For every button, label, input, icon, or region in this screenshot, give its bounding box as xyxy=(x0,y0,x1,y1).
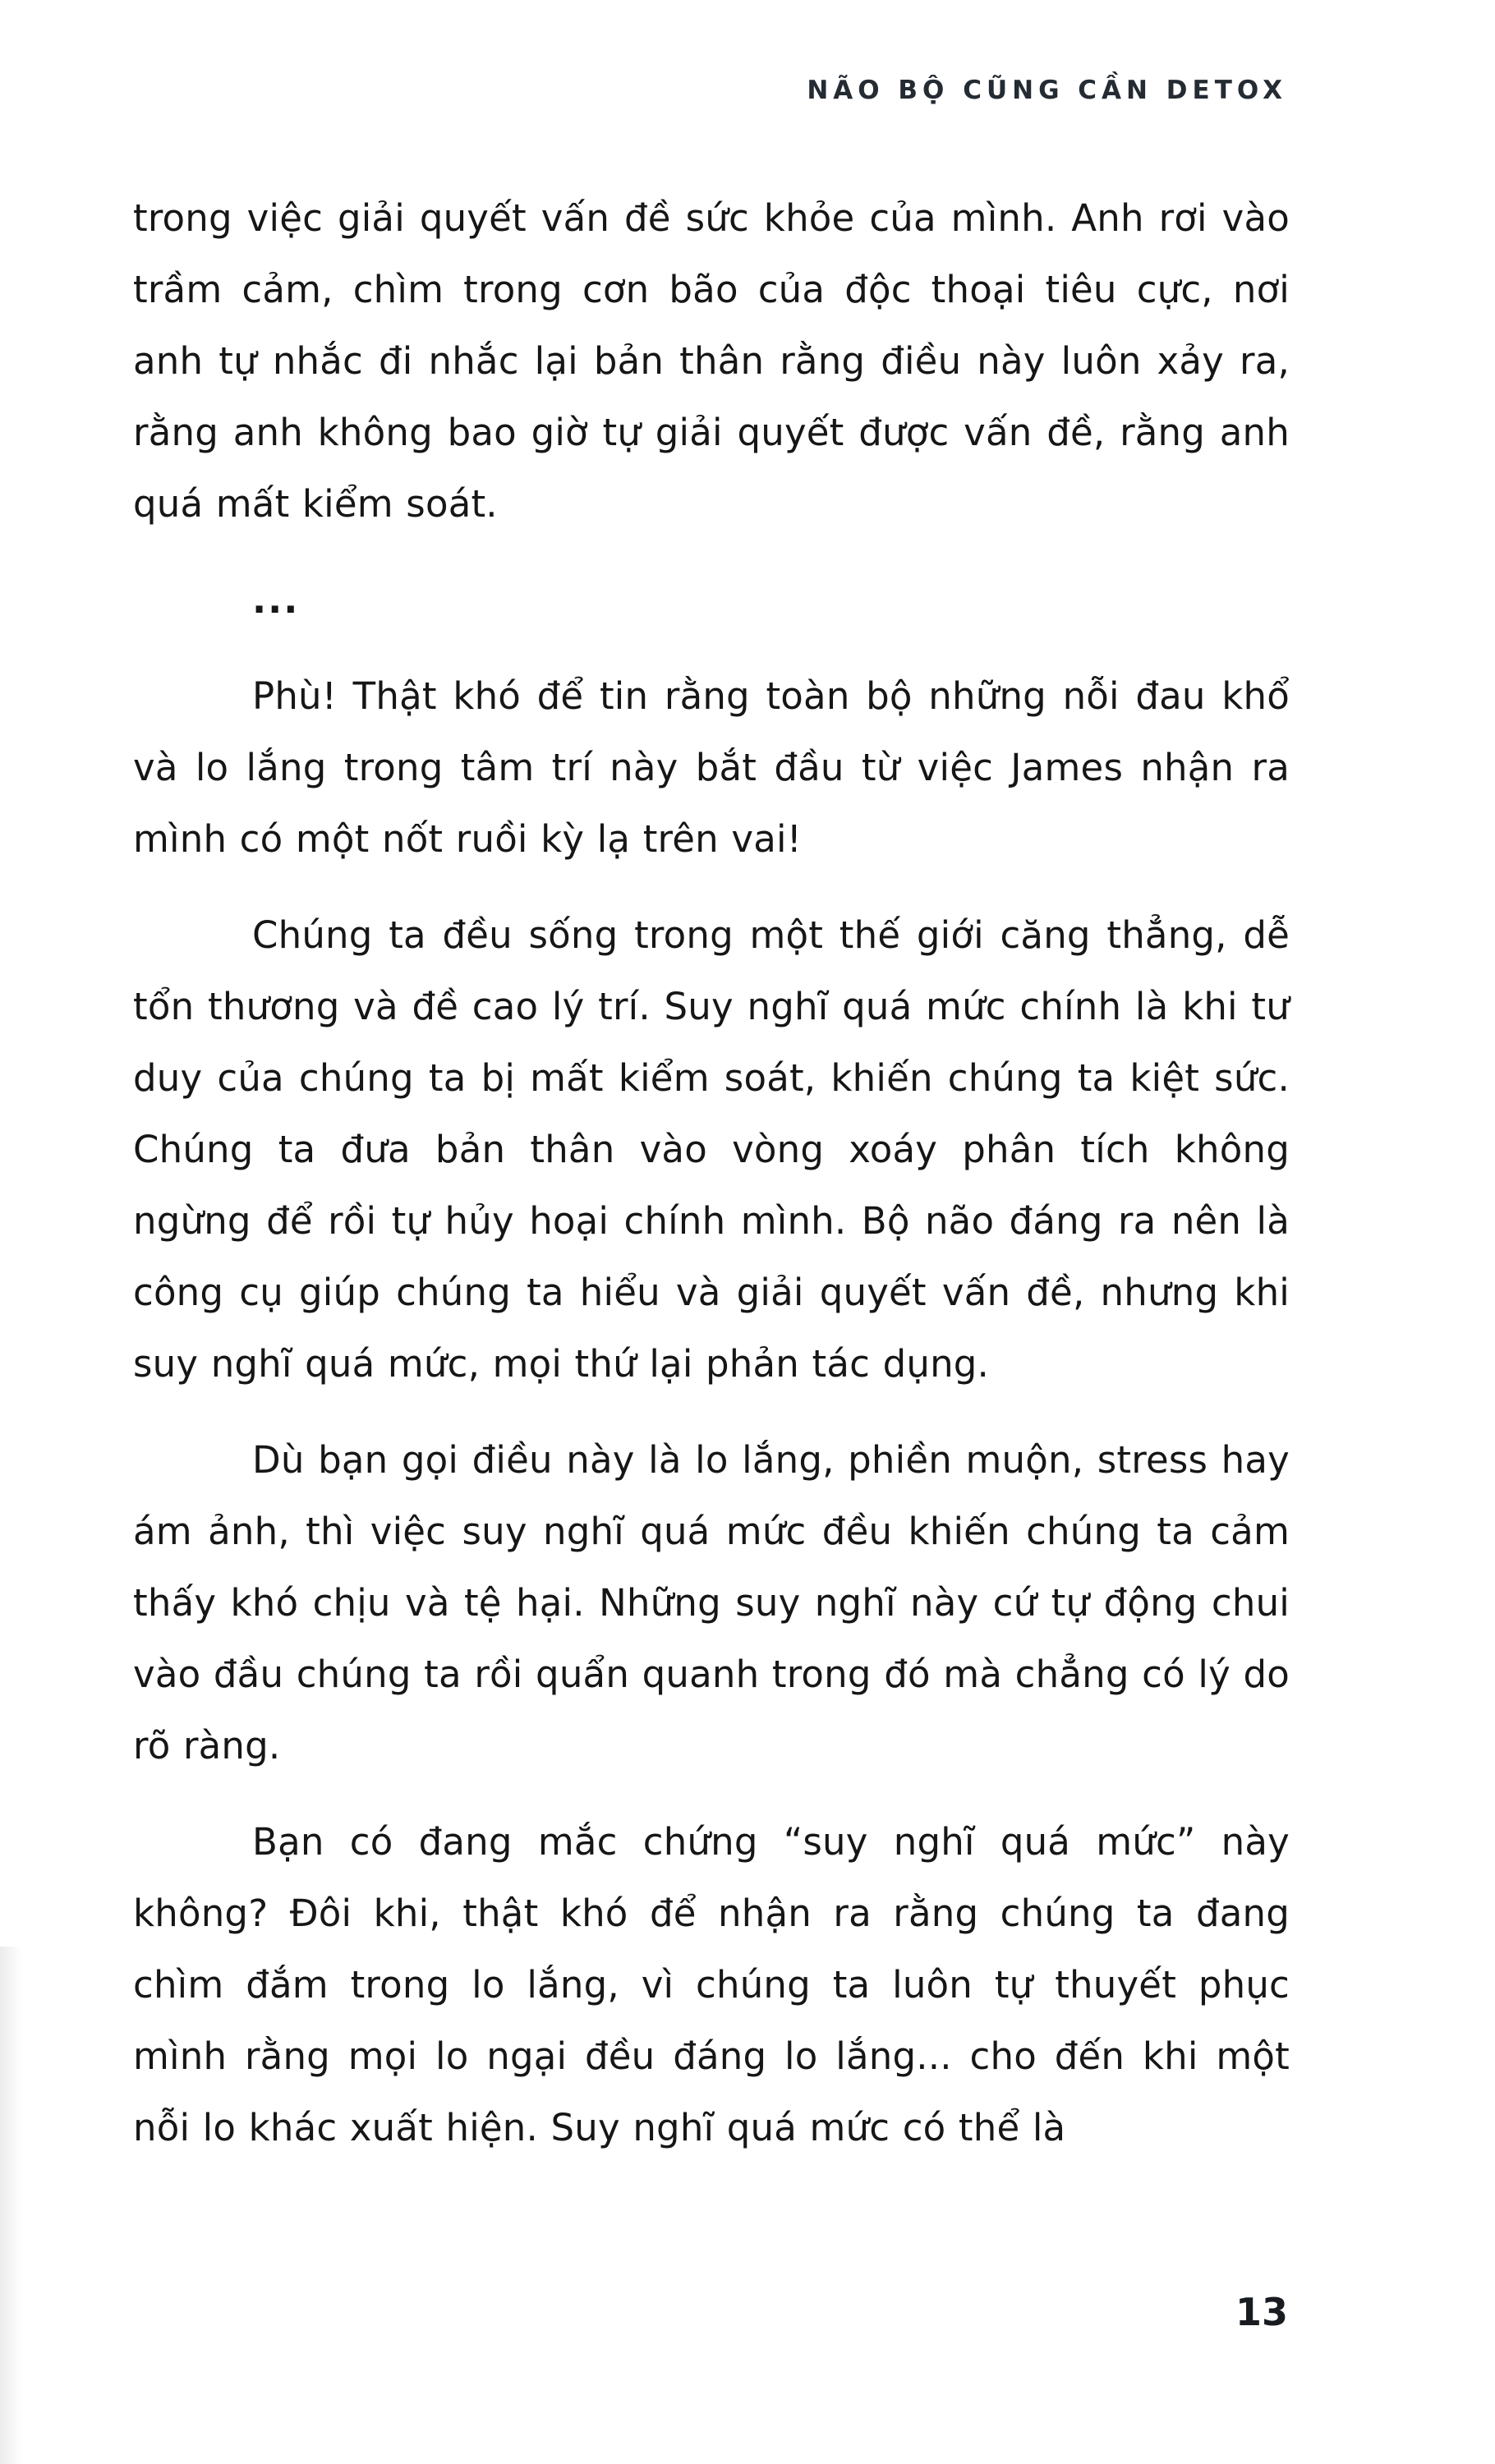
section-break-ellipsis: ... xyxy=(252,578,300,622)
paragraph: Dù bạn gọi điều này là lo lắng, phiền muộn, stress hay ám ảnh, thì việc suy nghĩ quá mức đều khiến chúng ta cảm thấy khó chịu và tệ hại. Những suy nghĩ này cứ tự động chui vào đầu chúng ta rồi quẩn quanh trong đó mà chẳng có lý do rõ ràng. xyxy=(133,1438,1290,1768)
running-header-title: NÃO BỘ CŨNG CẦN DETOX xyxy=(807,76,1287,105)
paragraph: Bạn có đang mắc chứng “suy nghĩ quá mức” này không? Đôi khi, thật khó để nhận ra rằng chúng ta đang chìm đắm trong lo lắng, vì chúng ta luôn tự thuyết phục mình rằng mọi lo ngại đều đáng lo lắng... cho đến khi một nỗi lo khác xuất hiện. Suy nghĩ quá mức có thể là xyxy=(133,1820,1290,2149)
paragraph: Chúng ta đều sống trong một thế giới căng thẳng, dễ tổn thương và đề cao lý trí. Suy nghĩ quá mức chính là khi tư duy của chúng ta bị mất kiểm soát, khiến chúng ta kiệt sức. Chúng ta đưa bản thân vào vòng xoáy phân tích không ngừng để rồi tự hủy hoại chính mình. Bộ não đáng ra nên là công cụ giúp chúng ta hiểu và giải quyết vấn đề, nhưng khi suy nghĩ quá mức, mọi thứ lại phản tác dụng. xyxy=(133,913,1290,1386)
paragraph: Phù! Thật khó để tin rằng toàn bộ những nỗi đau khổ và lo lắng trong tâm trí này bắt đầu từ việc James nhận ra mình có một nốt ruồi kỳ lạ trên vai! xyxy=(133,674,1290,861)
page-number: 13 xyxy=(1235,2290,1288,2334)
page-body xyxy=(133,182,1290,2188)
running-header xyxy=(807,76,1287,105)
paragraph-continuation: trong việc giải quyết vấn đề sức khỏe của mình. Anh rơi vào trầm cảm, chìm trong cơn bão của độc thoại tiêu cực, nơi anh tự nhắc đi nhắc lại bản thân rằng điều này luôn xảy ra, rằng anh không bao giờ tự giải quyết được vấn đề, rằng anh quá mất kiểm soát. xyxy=(133,196,1290,526)
scan-shadow xyxy=(0,1947,21,2464)
